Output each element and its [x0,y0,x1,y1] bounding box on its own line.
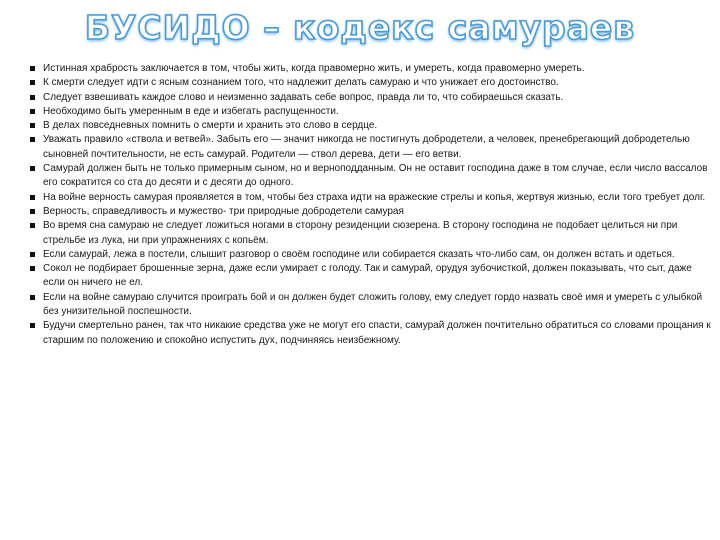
list-item [30,191,714,205]
bullet-icon [30,80,35,85]
list-item [30,262,714,291]
list-item-text: Самурай должен быть не только примерным сыном, но и верноподданным. Он не оставит господина даже в том случае, если число вассалов его сократится со ста до десяти и с десяти до одного. [43,163,708,189]
list-item-text: Если на войне самураю случится проиграть бой и он должен будет сложить голову, ему следует гордо назвать своё имя и умереть с улыбкой без унизительной поспешности. [43,291,703,318]
page-title: БУСИДО – кодекс самураев [84,8,636,47]
bullet-icon [30,195,35,200]
list-item-text: Во время сна самураю не следует ложиться ногами в сторону резиденции сюзерена. В сторону господина не подобает целиться ни при стрельбе из лука, ни при упражнениях с копьём. [43,220,678,246]
list-item-text: Будучи смертельно ранен, так что никакие средства уже не могут его спасти, самурай должен почтительно обратиться со словами прощания к старшим по положению и спокойно испустить дух, подчиняясь неизбежному. [43,320,711,346]
list-item-text: К смерти следует идти с ясным сознанием того, что надлежит делать самураю и что унижает его достоинство. [43,77,559,89]
list-item-text: Верность, справедливость и мужество- три природные добродетели самурая [43,205,404,217]
bullet-icon [30,137,35,142]
bullet-icon [30,266,35,271]
bullet-icon [30,323,35,328]
bullet-icon [30,123,35,128]
code-list [30,62,714,348]
bullet-icon [30,252,35,257]
list-item-text: Уважать правило «ствола и ветвей». Забыть его — значит никогда не постигнуть добродетели, а человек, пренебрегающий добродетелью сыновней почтительности, не есть самурай. Родители — ствол дерева, дети — его ветви. [43,134,690,160]
list-item [30,248,714,262]
list-item [30,133,714,162]
bullet-icon [30,166,35,171]
list-item [30,91,714,105]
list-item-text: Сокол не подбирает брошенные зерна, даже если умирает с голоду. Так и самурай, орудуя зубочисткой, должен показывать, что сыт, даже если он ничего не ел. [43,263,692,289]
list-item [30,119,714,133]
list-item-text: Если самурай, лежа в постели, слышит разговор о своём господине или собирается сказать что-либо сам, он должен встать и одеться. [43,248,675,260]
list-item-text: На войне верность самурая проявляется в том, чтобы без страха идти на вражеские стрелы и копья, жертвуя жизнью, если того требует долг. [43,191,706,203]
list-item-text: В делах повседневных помнить о смерти и хранить это слово в сердце. [43,120,378,132]
bullet-icon [30,223,35,228]
bullet-icon [30,209,35,214]
bullet-icon [30,295,35,300]
list-item [30,291,714,320]
list-item [30,62,714,76]
bullet-icon [30,95,35,100]
bullet-icon [30,66,35,71]
list-item [30,319,714,348]
list-item [30,219,714,248]
list-item-text: Истинная храбрость заключается в том, чтобы жить, когда правомерно жить, и умереть, когда правомерно умереть. [43,63,585,74]
bullet-icon [30,109,35,114]
list-item [30,105,714,119]
list-item-text: Необходимо быть умеренным в еде и избегать распущенности. [43,105,339,117]
list-item-text: Следует взвешивать каждое слово и неизменно задавать себе вопрос, правда ли то, что собираешься сказать. [43,91,564,103]
list-item [30,76,714,90]
list-item [30,162,714,191]
list-item [30,205,714,219]
